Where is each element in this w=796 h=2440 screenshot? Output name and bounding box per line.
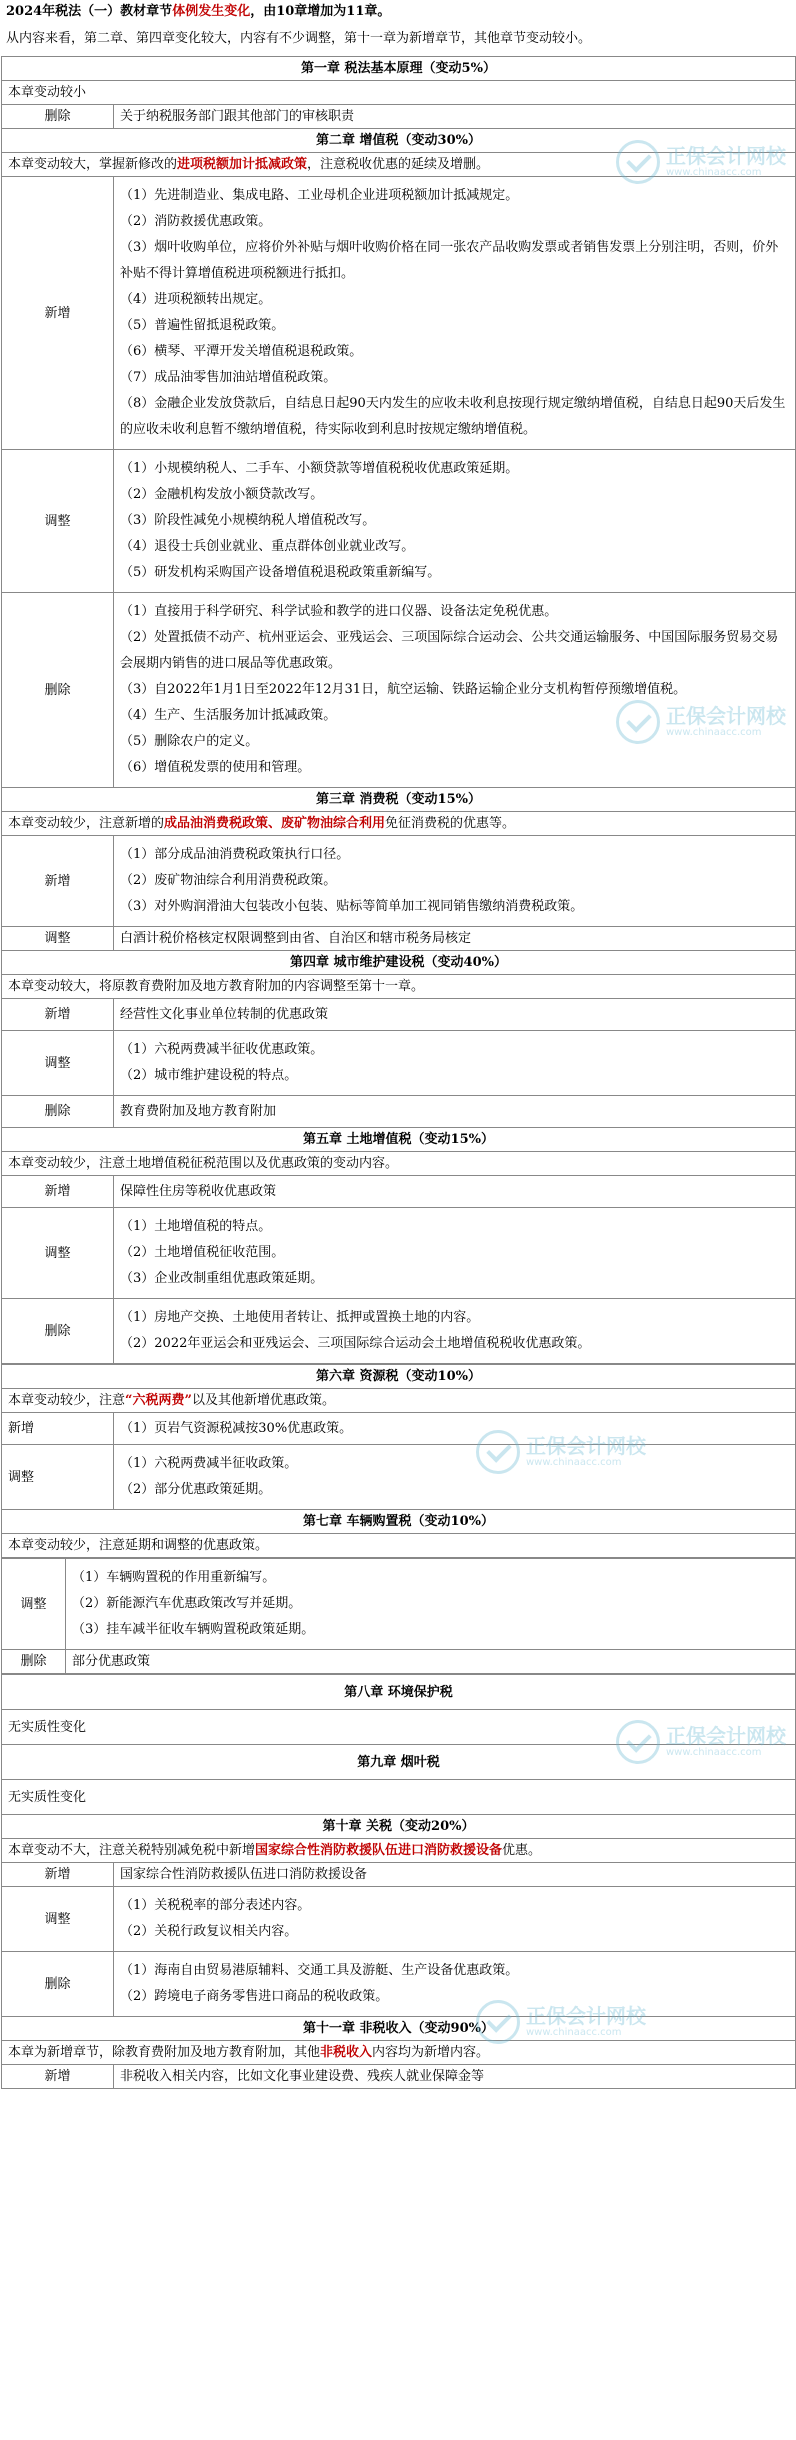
watermark-name: 正保会计网校	[526, 2004, 646, 2028]
ch3-summary-row	[2, 812, 796, 836]
ch10-summary-row	[2, 1839, 796, 1863]
ch6-add-text: （1）页岩气资源税减按30%优惠政策。	[114, 1413, 796, 1445]
ch5-title-row	[2, 1128, 796, 1152]
ch4-delete-row	[2, 1096, 796, 1128]
ch5-delete-row	[2, 1299, 796, 1364]
ch2-adjust-items	[114, 450, 796, 593]
ch10-adjust-items	[114, 1887, 796, 1952]
ch2-add-item: （7）成品油零售加油站增值税政策。	[120, 370, 337, 385]
ch4-add-label: 新增	[2, 999, 114, 1031]
ch11-title-row	[2, 2017, 796, 2041]
ch5-adjust-item: （3）企业改制重组优惠政策延期。	[120, 1271, 324, 1286]
ch5-delete-items	[114, 1299, 796, 1364]
ch2-delete-item: （4）生产、生活服务加计抵减政策。	[120, 708, 337, 723]
ch2-summary-highlight: 进项税额加计抵减政策	[177, 157, 308, 172]
ch1-delete-row	[2, 105, 796, 129]
ch5-delete-item: （2）2022年亚运会和亚残运会、三项国际综合运动会土地增值税税收优惠政策。	[120, 1336, 591, 1351]
ch7-adjust-item: （3）挂车减半征收车辆购置税政策延期。	[72, 1622, 315, 1637]
ch2-add-item: （8）金融企业发放贷款后，自结息日起90天内发生的应收未收利息按现行规定缴纳增值税，自结息日起90天后发生的应收未收利息暂不缴纳增值税，待实际收到利息时按规定缴纳增值税。	[120, 396, 786, 437]
ch2-delete-items	[114, 593, 796, 788]
ch3-summary	[2, 812, 796, 836]
ch6-summary-highlight: “六税两费”	[125, 1393, 192, 1408]
ch4-adjust-row	[2, 1031, 796, 1096]
ch2-delete-item: （1）直接用于科学研究、科学试验和教学的进口仪器、设备法定免税优惠。	[120, 604, 558, 619]
ch11-title: 第十一章 非税收入（变动90%）	[2, 2017, 796, 2041]
ch5-adjust-label: 调整	[2, 1208, 114, 1299]
ch2-add-item: （1）先进制造业、集成电路、工业母机企业进项税额加计抵减规定。	[120, 188, 519, 203]
ch11-summary	[2, 2041, 796, 2065]
ch9-summary: 无实质性变化	[2, 1780, 796, 1815]
ch1-title-row	[2, 57, 796, 81]
ch2-add-label: 新增	[2, 177, 114, 450]
ch4-adjust-items	[114, 1031, 796, 1096]
ch6-summary-post: 以及其他新增优惠政策。	[191, 1393, 335, 1408]
watermark-url: www.chinaacc.com	[526, 1457, 622, 1468]
ch10-summary-post: 优惠。	[502, 1843, 542, 1858]
ch5-summary: 本章变动较少，注意土地增值税征税范围以及优惠政策的变动内容。	[2, 1152, 796, 1176]
watermark-url: www.chinaacc.com	[526, 2027, 622, 2038]
ch9-title-row	[2, 1745, 796, 1780]
ch7-adjust-label: 调整	[2, 1559, 66, 1650]
chapter-change-table-2	[1, 1364, 796, 1558]
intro-text: 从内容来看，第二章、第四章变化较大，内容有不少调整，第十一章为新增章节，其他章节变动较小。	[6, 31, 592, 46]
ch3-summary-pre: 本章变动较少，注意新增的	[8, 816, 165, 831]
ch5-adjust-items	[114, 1208, 796, 1299]
watermark-name: 正保会计网校	[666, 704, 786, 728]
ch1-summary-row	[2, 81, 796, 105]
ch2-add-item: （2）消防救援优惠政策。	[120, 214, 272, 229]
ch3-summary-post: 免征消费税的优惠等。	[385, 816, 516, 831]
ch10-add-text: 国家综合性消防救援队伍进口消防救援设备	[114, 1863, 796, 1887]
ch7-title: 第七章 车辆购置税（变动10%）	[2, 1510, 796, 1534]
ch2-summary-pre: 本章变动较大，掌握新修改的	[8, 157, 178, 172]
ch4-delete-text: 教育费附加及地方教育附加	[114, 1096, 796, 1128]
heading-prefix: 2024年税法（一）教材章节	[6, 4, 173, 19]
ch5-title: 第五章 土地增值税（变动15%）	[2, 1128, 796, 1152]
ch6-add-label: 新增	[2, 1413, 114, 1445]
ch3-add-row	[2, 836, 796, 927]
ch4-title: 第四章 城市维护建设税（变动40%）	[2, 951, 796, 975]
ch10-adjust-label: 调整	[2, 1887, 114, 1952]
ch2-adjust-item: （5）研发机构采购国产设备增值税退税政策重新编写。	[120, 565, 441, 580]
ch11-summary-row	[2, 2041, 796, 2065]
ch7-delete-row	[2, 1650, 796, 1674]
watermark-name: 正保会计网校	[526, 1434, 646, 1458]
ch3-add-item: （3）对外购润滑油大包装改小包装、贴标等简单加工视同销售缴纳消费税政策。	[120, 899, 584, 914]
ch3-summary-highlight: 成品油消费税政策、废矿物油综合利用	[164, 816, 386, 831]
ch2-title-row	[2, 129, 796, 153]
watermark-url: www.chinaacc.com	[666, 1747, 762, 1758]
ch6-add-row	[2, 1413, 796, 1445]
ch3-adjust-text: 白酒计税价格核定权限调整到由省、自治区和辖市税务局核定	[114, 927, 796, 951]
ch8-title-row	[2, 1675, 796, 1710]
watermark-name: 正保会计网校	[666, 144, 786, 168]
ch2-delete-item: （2）处置抵债不动产、杭州亚运会、亚残运会、三项国际综合运动会、公共交通运输服务、中国国际服务贸易交易会展期内销售的进口展品等优惠政策。	[120, 630, 779, 671]
ch7-summary-row	[2, 1534, 796, 1558]
ch3-add-items	[114, 836, 796, 927]
ch10-adjust-item: （1）关税税率的部分表述内容。	[120, 1898, 311, 1913]
ch6-summary	[2, 1389, 796, 1413]
ch7-adjust-item: （2）新能源汽车优惠政策改写并延期。	[72, 1596, 302, 1611]
ch5-add-label: 新增	[2, 1176, 114, 1208]
ch2-adjust-label: 调整	[2, 450, 114, 593]
ch4-title-row	[2, 951, 796, 975]
ch5-add-text: 保障性住房等税收优惠政策	[114, 1176, 796, 1208]
ch11-summary-pre: 本章为新增章节，除教育费附加及地方教育附加，其他	[8, 2045, 321, 2060]
ch6-title-row	[2, 1365, 796, 1389]
ch7-delete-text: 部分优惠政策	[66, 1650, 796, 1674]
ch10-add-row	[2, 1863, 796, 1887]
ch2-summary	[2, 153, 796, 177]
ch6-adjust-label: 调整	[2, 1445, 114, 1510]
watermark-url: www.chinaacc.com	[666, 167, 762, 178]
ch2-adjust-item: （4）退役士兵创业就业、重点群体创业就业改写。	[120, 539, 415, 554]
ch2-delete-item: （5）删除农户的定义。	[120, 734, 259, 749]
ch7-adjust-item: （1）车辆购置税的作用重新编写。	[72, 1570, 276, 1585]
ch6-adjust-row	[2, 1445, 796, 1510]
ch10-summary-pre: 本章变动不大，注意关税特别减免税中新增	[8, 1843, 256, 1858]
ch6-adjust-item: （2）部分优惠政策延期。	[120, 1482, 272, 1497]
ch10-delete-items	[114, 1952, 796, 2017]
ch3-title: 第三章 消费税（变动15%）	[2, 788, 796, 812]
chapter-change-table	[1, 56, 796, 1364]
chapter-change-table-3	[1, 1558, 796, 1674]
ch7-adjust-row	[2, 1559, 796, 1650]
ch2-add-row	[2, 177, 796, 450]
ch9-title: 第九章 烟叶税	[2, 1745, 796, 1780]
ch6-adjust-item: （1）六税两费减半征收政策。	[120, 1456, 298, 1471]
ch4-summary: 本章变动较大，将原教育费附加及地方教育附加的内容调整至第十一章。	[2, 975, 796, 999]
ch2-delete-item: （3）自2022年1月1日至2022年12月31日，航空运输、铁路运输企业分支机构暂停预缴增值税。	[120, 682, 687, 697]
ch4-add-row	[2, 999, 796, 1031]
ch2-summary-post: ，注意税收优惠的延续及增删。	[307, 157, 490, 172]
ch10-adjust-row	[2, 1887, 796, 1952]
ch5-adjust-row	[2, 1208, 796, 1299]
ch2-delete-row	[2, 593, 796, 788]
ch4-adjust-item: （1）六税两费减半征收优惠政策。	[120, 1042, 324, 1057]
ch3-adjust-label: 调整	[2, 927, 114, 951]
ch11-summary-highlight: 非税收入	[320, 2045, 373, 2060]
ch4-delete-label: 删除	[2, 1096, 114, 1128]
ch11-add-row	[2, 2065, 796, 2089]
ch5-adjust-item: （1）土地增值税的特点。	[120, 1219, 272, 1234]
ch2-summary-row	[2, 153, 796, 177]
ch10-delete-label: 删除	[2, 1952, 114, 2017]
ch1-title: 第一章 税法基本原理（变动5%）	[2, 57, 796, 81]
ch4-adjust-label: 调整	[2, 1031, 114, 1096]
ch3-add-label: 新增	[2, 836, 114, 927]
ch8-summary-row	[2, 1710, 796, 1745]
ch2-add-items	[114, 177, 796, 450]
ch2-adjust-item: （3）阶段性减免小规模纳税人增值税改写。	[120, 513, 376, 528]
ch1-delete-label: 删除	[2, 105, 114, 129]
ch4-adjust-item: （2）城市维护建设税的特点。	[120, 1068, 298, 1083]
ch10-delete-item: （1）海南自由贸易港原辅料、交通工具及游艇、生产设备优惠政策。	[120, 1963, 519, 1978]
ch2-adjust-item: （2）金融机构发放小额贷款改写。	[120, 487, 324, 502]
watermark-url: www.chinaacc.com	[666, 727, 762, 738]
ch10-title-row	[2, 1815, 796, 1839]
ch2-add-item: （4）进项税额转出规定。	[120, 292, 272, 307]
ch10-adjust-item: （2）关税行政复议相关内容。	[120, 1924, 298, 1939]
ch2-adjust-item: （1）小规模纳税人、二手车、小额贷款等增值税税收优惠政策延期。	[120, 461, 519, 476]
ch2-add-item: （6）横琴、平潭开发关增值税退税政策。	[120, 344, 363, 359]
chapter-change-table-4	[1, 1674, 796, 2089]
ch3-add-item: （2）废矿物油综合利用消费税政策。	[120, 873, 337, 888]
watermark-name: 正保会计网校	[666, 1724, 786, 1748]
ch10-title: 第十章 关税（变动20%）	[2, 1815, 796, 1839]
ch5-summary-row	[2, 1152, 796, 1176]
ch5-delete-item: （1）房地产交换、土地使用者转让、抵押或置换土地的内容。	[120, 1310, 480, 1325]
ch9-summary-row	[2, 1780, 796, 1815]
ch8-title: 第八章 环境保护税	[2, 1675, 796, 1710]
heading-suffix: ，由10章增加为11章。	[250, 4, 391, 19]
ch8-summary: 无实质性变化	[2, 1710, 796, 1745]
ch2-add-item: （3）烟叶收购单位，应将价外补贴与烟叶收购价格在同一张农产品收购发票或者销售发票上分别注明，否则，价外补贴不得计算增值税进项税额进行抵扣。	[120, 240, 779, 281]
ch5-adjust-item: （2）土地增值税征收范围。	[120, 1245, 285, 1260]
ch6-adjust-items	[114, 1445, 796, 1510]
ch3-adjust-row	[2, 927, 796, 951]
ch7-delete-label: 删除	[2, 1650, 66, 1674]
ch11-summary-post: 内容均为新增内容。	[372, 2045, 490, 2060]
ch10-summary-highlight: 国家综合性消防救援队伍进口消防救援设备	[255, 1843, 503, 1858]
ch2-title: 第二章 增值税（变动30%）	[2, 129, 796, 153]
ch11-add-label: 新增	[2, 2065, 114, 2089]
ch10-add-label: 新增	[2, 1863, 114, 1887]
ch2-delete-label: 删除	[2, 593, 114, 788]
heading-emphasis: 体例发生变化	[172, 4, 251, 19]
ch4-add-text: 经营性文化事业单位转制的优惠政策	[114, 999, 796, 1031]
ch10-delete-row	[2, 1952, 796, 2017]
ch10-delete-item: （2）跨境电子商务零售进口商品的税收政策。	[120, 1989, 389, 2004]
ch1-summary: 本章变动较小	[2, 81, 796, 105]
ch11-add-text: 非税收入相关内容，比如文化事业建设费、残疾人就业保障金等	[114, 2065, 796, 2089]
ch10-summary	[2, 1839, 796, 1863]
ch6-summary-row	[2, 1389, 796, 1413]
ch3-title-row	[2, 788, 796, 812]
ch2-add-item: （5）普遍性留抵退税政策。	[120, 318, 285, 333]
ch4-summary-row	[2, 975, 796, 999]
ch5-add-row	[2, 1176, 796, 1208]
ch7-summary: 本章变动较少，注意延期和调整的优惠政策。	[2, 1534, 796, 1558]
ch7-adjust-items	[66, 1559, 796, 1650]
ch2-delete-item: （6）增值税发票的使用和管理。	[120, 760, 311, 775]
ch6-title: 第六章 资源税（变动10%）	[2, 1365, 796, 1389]
ch7-title-row	[2, 1510, 796, 1534]
document-heading	[0, 0, 796, 22]
ch2-adjust-row	[2, 450, 796, 593]
ch3-add-item: （1）部分成品油消费税政策执行口径。	[120, 847, 350, 862]
ch6-summary-pre: 本章变动较少，注意	[8, 1393, 126, 1408]
ch5-delete-label: 删除	[2, 1299, 114, 1364]
ch1-delete-text: 关于纳税服务部门跟其他部门的审核职责	[114, 105, 796, 129]
